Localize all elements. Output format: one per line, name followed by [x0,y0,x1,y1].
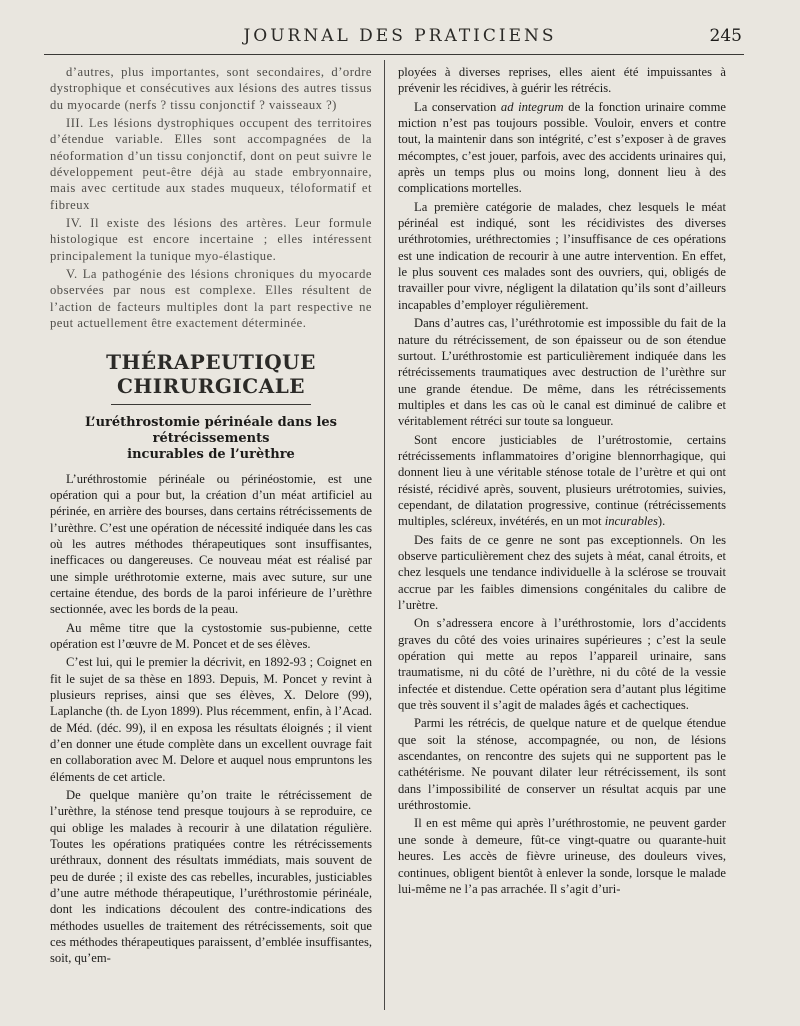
section-title: THÉRAPEUTIQUE CHIRURGICALE [106,349,316,398]
conclusions-block [50,64,372,332]
conclusion-paragraph: IV. Il existe des lésions des artères. Leur formule histologique est encore incertaine ; elles intéressent principalement la tunique myo-élastique. [50,216,372,263]
text-run: La conservation [414,99,501,114]
right-column [398,64,726,899]
body-paragraph: C’est lui, qui le premier la décrivit, en 1892-93 ; Coignet en fit le sujet de sa thèse en 1893. Depuis, M. Poncet y revint à plusieurs reprises, ainsi que ses élèves, X. Delore (99), Laplanche (th. de Lyon 1899). Plus récemment, enfin, à l’Acad. de Méd. (déc. 99), il en exposa les résultats éloignés ; il vient d’en donner une étude complète dans un excellent ouvrage fait en collaboration avec M. Delore et auquel nous empruntons les éléments de cet article. [50,655,372,784]
body-paragraph: L’uréthrostomie périnéale ou périnéostomie, est une opération qui a pour but, la création d’un méat artificiel au périnée, en arrière des bourses, dans certains rétrécissements de l’urèthre. C’est une opération de nécessité indiquée dans les cas où les autres méthodes thérapeutiques sont insuffisantes, inefficaces ou dangereuses. Ce nouveau méat est réalisé par une simple uréthrotomie externe, mais avec suture, sur une certaine étendue, des bords de la paroi inférieure de l’urèthre sectionnée, avec les bords de la peau. [50,471,372,617]
section-title-rule [111,404,311,405]
conclusion-paragraph: V. La pathogénie des lésions chroniques du myocarde observées par nous est complexe. Elles résultent de l’action de facteurs multiples dont la part respective ne peut actuellement être exactement déterminée. [50,267,372,331]
body-paragraph [398,99,726,197]
page-number: 245 [709,26,742,46]
article-title [50,415,372,463]
header-rule [44,54,744,55]
article-title-line-2: incurables de l’urèthre [127,446,295,462]
page-header [0,0,800,56]
body-paragraph: Dans d’autres cas, l’uréthrotomie est impossible du fait de la nature du rétrécissement, de son épaisseur ou de son étendue surtout. L’uréthrostomie est particulièrement indiquée dans les rétrécissements traumatiques avec destruction de l’urèthre sur une grande étendue. De même, dans les rétrécissements multiples et dans les cas où le canal est diminué de calibre et véritablement rétréci sur toute sa longueur. [398,316,726,429]
text-run: de la fonction urinaire comme miction n’est pas toujours possible. Vouloir, envers et contre tout, la maintenir dans son intégrité, c’est s’exposer à de graves mécomptes, c’est jouer, parfois, avec des accidents urinaires qui, après un temps plus ou moins long, donnent lieu à des complications mortelles. [398,99,726,196]
body-paragraph: Parmi les rétrécis, de quelque nature et de quelque étendue que soit la sténose, accompagnée, ou non, de lésions ascendantes, on rencontre des sujets qui ne supportent pas le cathétérisme. Ne pouvant dilater leur rétrécissement, ils sont dans l’impossibilité de conserver un résultat acquis par une uréthrostomie. [398,716,726,813]
text-run: Sont encore justiciables de l’urétrostomie, certains rétrécissements inflammatoires d’origine blennorrhagique, qui donnent lieu à une véritable sténose totale de l’urètre et qui ont résisté, récidivé après, souvent, plusieurs urétrotomies, suivies, cependant, de dilatation progressive, continue (rétrécissements multiples, scléreux, invétérés, en un mot [398,432,726,529]
column-divider [384,60,385,1010]
body-paragraph: On s’adressera encore à l’uréthrostomie, lors d’accidents graves du côté des voies urinaires supérieures ; c’est la seule opération qui mette au repos l’appareil urinaire, sans traumatisme, ni du côté de l’urèthre, ni du côté de la vessie infectée et distendue. Cette opération sera d’autant plus légitime que très souvent il s’agit de malades âgés et cachectiques. [398,616,726,713]
article-title-line-1: L’uréthrostomie périnéale dans les rétrécissements [85,414,337,446]
body-paragraph: La première catégorie de malades, chez lesquels le méat périnéal est indiqué, sont les récidivistes des diverses uréthrotomies, uréthrectomies ; l’insuffisance de ces opérations est une indication de recourir à une autre intervention. En effet, le plus souvent ces malades sont des ouvriers, qui, obligés de travailler pour vivre, négligent la dilatation qu’ils sont d’ailleurs incapables d’employer régulièrement. [398,199,726,312]
running-title: JOURNAL DES PRATICIENS [243,26,557,46]
text-run: ). [657,514,666,529]
body-paragraph: ployées à diverses reprises, elles aient été impuissantes à prévenir les récidives, à guérir les rétrécis. [398,65,726,96]
italic-term: ad integrum [500,99,564,114]
conclusion-paragraph: d’autres, plus importantes, sont secondaires, d’ordre dystrophique et consécutives aux lésions des autres tissus du myocarde (nerfs ? tissu conjonctif ? vaisseaux ?) [50,65,372,112]
body-paragraph [398,432,726,530]
body-paragraph: Des faits de ce genre ne sont pas exceptionnels. On les observe particulièrement chez des sujets à méat, canal étroits, et chez lesquels une tendance individuelle à la sclérose se trouvait accrue par les faibles dimensions congénitales du calibre de l’urètre. [398,532,726,612]
left-column [50,64,372,969]
body-paragraph: Au même titre que la cystostomie sus-pubienne, cette opération est l’œuvre de M. Poncet et de ses élèves. [50,620,372,651]
body-paragraph: Il en est même qui après l’uréthrostomie, ne peuvent garder une sonde à demeure, fût-ce vingt-quatre ou quarante-huit heures. Les accès de fièvre urineuse, des douleurs vives, continues, obligent bientôt à enlever la sonde, lorsque le malade lui-même ne l’a pas arrachée. Il s’agit d’uri- [398,816,726,896]
italic-term: incurables [604,514,658,529]
body-paragraph: De quelque manière qu’on traite le rétrécissement de l’urèthre, la sténose tend presque toujours à se reproduire, ce qui oblige les malades à recourir à une dilatation régulière. Toutes les opérations pratiquées contre les rétrécissements uréthraux, donnent des résultats immédiats, mais souvent de peu de durée ; il existe des cas rebelles, incurables, justiciables d’une autre méthode thérapeutique, l’uréthrostomie périnéale, dont les indications découlent des contre-indications des méthodes usuelles de traitement des rétrécissements, soit que ces méthodes thérapeutiques paraissent, d’emblée insuffisantes, soit, qu’em- [50,788,372,966]
conclusion-paragraph: III. Les lésions dystrophiques occupent des territoires d’étendue variable. Elles sont accompagnées de la néoformation d’un tissu conjonctif, dont on peut suivre le développement peut-être déjà au stade embryonnaire, mais avec certitude aux stades muqueux, téloformatif et fibreux [50,116,372,212]
